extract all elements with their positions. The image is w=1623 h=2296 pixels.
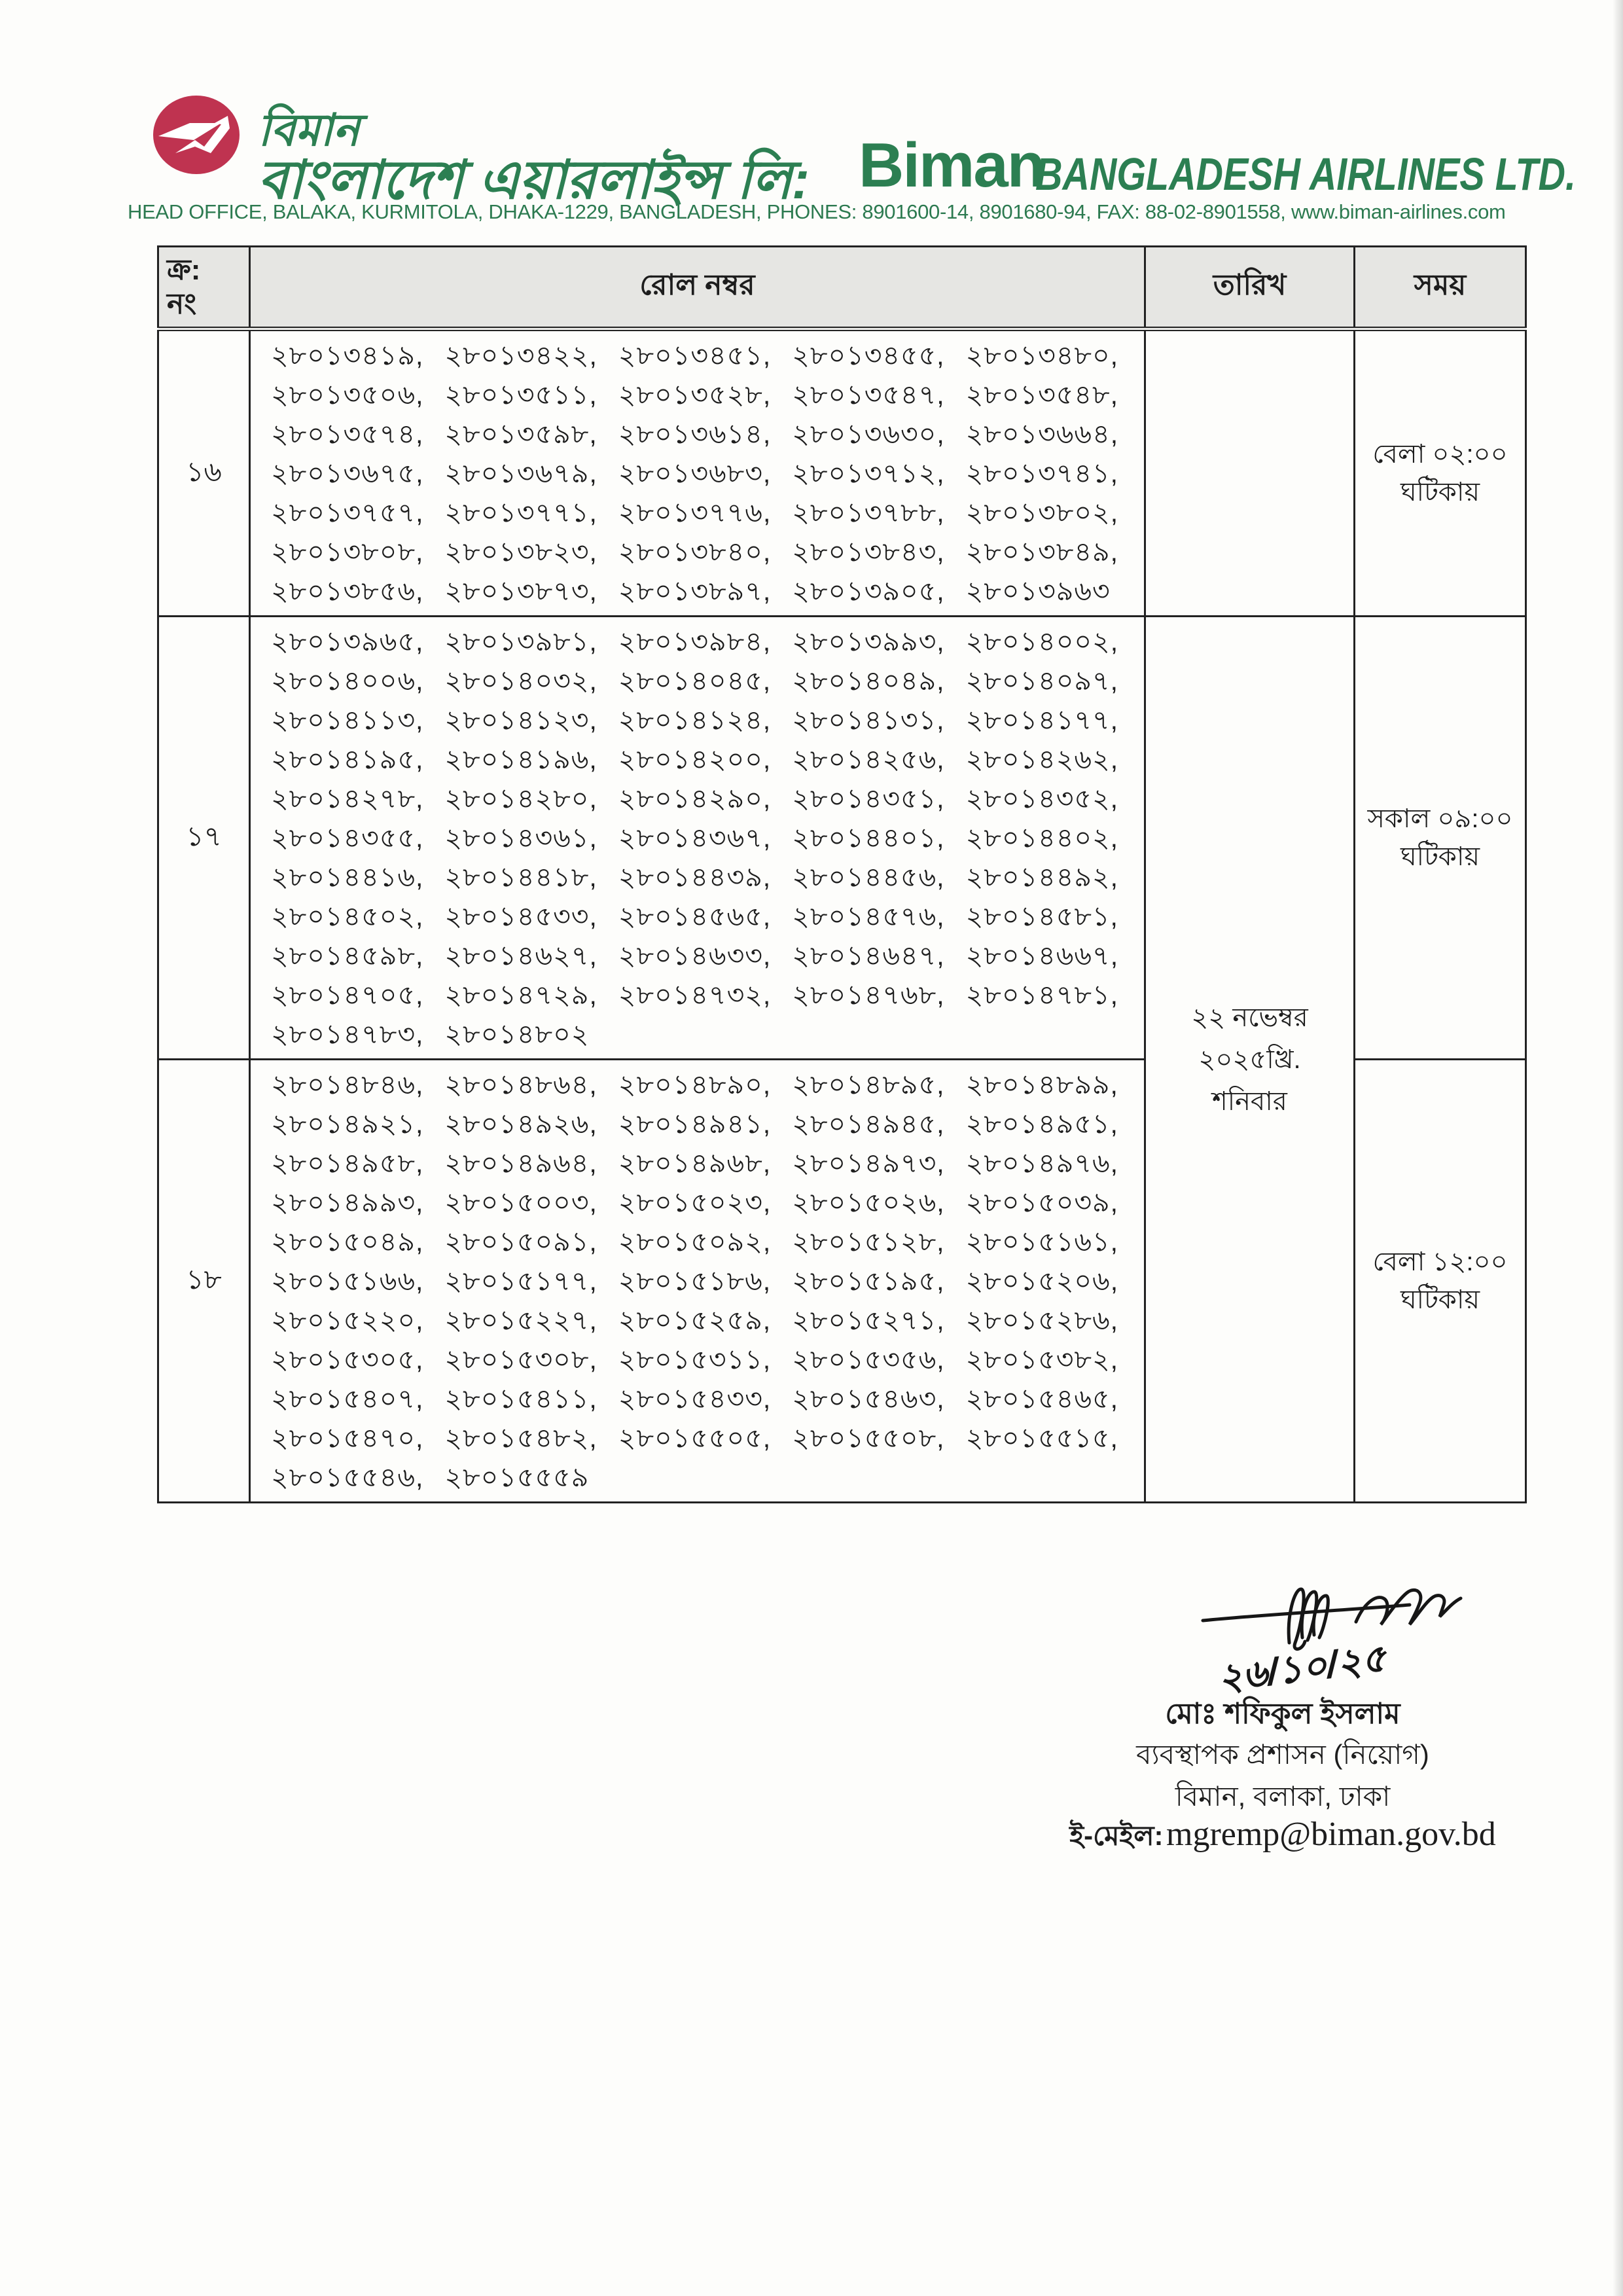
roll-number: ২৮০১৫১৮৬,	[618, 1266, 772, 1296]
roll-number: ২৮০১৪১৯৫,	[271, 744, 424, 774]
brand-english-rest: BANGLADESH AIRLINES LTD.	[1035, 149, 1576, 200]
roll-number: ২৮০১৪৫৭৬,	[792, 901, 945, 931]
brand-bengali-line1: বিমান	[258, 105, 360, 155]
roll-number: ২৮০১৫০৯২,	[618, 1227, 772, 1257]
roll-number: ২৮০১৪৬৬৭,	[965, 941, 1119, 971]
signatory-office: বিমান, বলাকা, ঢাকা	[1175, 1781, 1391, 1812]
roll-number: ২৮০১৫৫৫৯	[444, 1462, 590, 1492]
time-cell	[1355, 1060, 1526, 1503]
roll-number: ২৮০১৪০৩২,	[444, 666, 597, 696]
roll-number: ২৮০১৫৪০৭,	[271, 1384, 424, 1414]
roll-number: ২৮০১৩৭৪১,	[965, 458, 1119, 488]
roll-number: ২৮০১৩৪৮০,	[965, 340, 1119, 370]
serial-cell: ১৬	[158, 329, 250, 617]
time-line: বেলা ০২:০০	[1372, 440, 1508, 469]
roll-number: ২৮০১৪৩৫৫,	[271, 823, 424, 853]
roll-number: ২৮০১৪১৭৭,	[965, 705, 1119, 735]
head-office-address: HEAD OFFICE, BALAKA, KURMITOLA, DHAKA-1229, BANGLADESH, PHONES: 8901600-14, 8901680-94, FAX: 88-02-8901558, www.biman-airlines.com	[128, 200, 1506, 223]
email-label: ই-মেইল:	[1069, 1820, 1164, 1851]
rolls-cell	[250, 617, 1145, 1060]
roll-number: ২৮০১৩৫১১,	[444, 380, 597, 410]
roll-number: ২৮০১৪৮৯৯,	[965, 1069, 1118, 1100]
roll-number: ২৮০১৪৪৯২,	[965, 862, 1118, 892]
roll-number: ২৮০১৩৯৬৩	[965, 576, 1111, 606]
scan-edge-shadow	[1613, 0, 1623, 2296]
time-cell	[1355, 329, 1526, 617]
roll-number: ২৮০১৩৭১২,	[792, 458, 945, 488]
col-header-serial-line2: নং	[167, 287, 197, 320]
time-line: বেলা ১২:০০	[1372, 1247, 1508, 1276]
roll-number: ২৮০১৪৮৯০,	[618, 1069, 772, 1100]
roll-number: ২৮০১৪৪০২,	[965, 823, 1119, 853]
roll-number: ২৮০১৪৯৫১,	[965, 1109, 1118, 1139]
roll-number: ২৮০১৪৫৮১,	[965, 901, 1118, 931]
roll-number: ২৮০১৪৯৫৮,	[271, 1148, 424, 1178]
roll-number: ২৮০১৫৪৮২,	[444, 1423, 597, 1453]
date-line: ২২ নভেম্বর	[1191, 1003, 1308, 1032]
letterhead	[0, 0, 1623, 236]
col-header-date: তারিখ	[1145, 247, 1355, 329]
roll-number: ২৮০১৩৮৯৭,	[618, 576, 772, 606]
roll-number: ২৮০১৫২৫৯,	[618, 1305, 772, 1335]
brand-bengali-line2: বাংলাদেশ এয়ারলাইন্স লি:	[258, 151, 810, 210]
roll-number: ২৮০১৫১৬৬,	[271, 1266, 424, 1296]
time-line: ঘটিকায়	[1400, 1285, 1480, 1314]
roll-number: ২৮০১৩৮৪৯,	[965, 537, 1118, 567]
roll-number: ২৮০১৪২৯০,	[618, 783, 772, 814]
schedule-table-wrap	[157, 245, 1525, 1503]
roll-number: ২৮০১৩৮৪৩,	[792, 537, 945, 567]
roll-number: ২৮০১৫৪৬৫,	[965, 1384, 1118, 1414]
roll-number: ২৮০১৩৮৪০,	[618, 537, 772, 567]
roll-number: ২৮০১৪৫৯৮,	[271, 941, 424, 971]
serial-cell: ১৮	[158, 1060, 250, 1503]
roll-number: ২৮০১৪৮৯৫,	[792, 1069, 945, 1100]
col-header-serial-line1: ক্র:	[167, 253, 201, 286]
date-line: ২০২৫খ্রি.	[1198, 1045, 1301, 1074]
roll-number: ২৮০১৫১৬১,	[965, 1227, 1118, 1257]
roll-number: ২৮০১৫০৪৯,	[271, 1227, 424, 1257]
roll-number: ২৮০১৩৮৫৬,	[271, 576, 424, 606]
roll-number: ২৮০১৩৭৮৮,	[792, 497, 945, 528]
roll-number: ২৮০১৫৪৩৩,	[618, 1384, 772, 1414]
roll-number: ২৮০১৪০৪৫,	[618, 666, 772, 696]
roll-schedule-table	[157, 245, 1527, 1503]
col-header-serial	[158, 247, 250, 329]
roll-number: ২৮০১৪০০২,	[965, 626, 1119, 656]
roll-number: ২৮০১৪১২৪,	[618, 705, 772, 735]
roll-number: ২৮০১৫২০৬,	[965, 1266, 1119, 1296]
roll-number: ২৮০১৩৯০৫,	[792, 576, 945, 606]
roll-number: ২৮০১৩৮৭৩,	[444, 576, 597, 606]
table-header-row	[158, 247, 1526, 329]
roll-number: ২৮০১৩৮২৩,	[444, 537, 597, 567]
roll-number: ২৮০১৩৫৭৪,	[271, 419, 424, 449]
roll-number: ২৮০১৪০৯৭,	[965, 666, 1119, 696]
roll-number: ২৮০১৪৪১৮,	[444, 862, 597, 892]
roll-number: ২৮০১৪৯২৬,	[444, 1109, 597, 1139]
date-cell	[1145, 617, 1355, 1503]
date-cell	[1145, 329, 1355, 617]
roll-number: ২৮০১৪১১৩,	[271, 705, 424, 735]
roll-number: ২৮০১৩৭৭৬,	[618, 497, 772, 528]
roll-number: ২৮০১৪০৪৯,	[792, 666, 945, 696]
roll-number: ২৮০১৫২৭১,	[792, 1305, 945, 1335]
roll-number: ২৮০১৫১৭৭,	[444, 1266, 597, 1296]
roll-number: ২৮০১৩৬৮৩,	[618, 458, 772, 488]
roll-number: ২৮০১৫০০৩,	[444, 1187, 597, 1217]
date-line: শনিবার	[1212, 1086, 1287, 1116]
roll-number: ২৮০১৩৫৯৮,	[444, 419, 597, 449]
time-cell	[1355, 617, 1526, 1060]
roll-number: ২৮০১৪১৩১,	[792, 705, 945, 735]
roll-number: ২৮০১৪৭৩২,	[618, 980, 772, 1010]
roll-number: ২৮০১৪৮৪৬,	[271, 1069, 424, 1100]
roll-number: ২৮০১৫০২৬,	[792, 1187, 945, 1217]
roll-number: ২৮০১৪৮০২	[444, 1019, 590, 1049]
roll-number: ২৮০১৫২৮৬,	[965, 1305, 1119, 1335]
roll-number: ২৮০১৩৮০২,	[965, 497, 1119, 528]
roll-number: ২৮০১৪৬৪৭,	[792, 941, 945, 971]
roll-number: ২৮০১৩৫০৬,	[271, 380, 424, 410]
roll-number: ২৮০১৪৪৫৬,	[792, 862, 945, 892]
roll-number: ২৮০১৫৩০৮,	[444, 1344, 597, 1374]
roll-number: ২৮০১৩৫৪৭,	[792, 380, 945, 410]
roll-number: ২৮০১৩৯৬৫,	[271, 626, 424, 656]
serial-cell: ১৭	[158, 617, 250, 1060]
roll-number: ২৮০১৩৯৮১,	[444, 626, 597, 656]
rolls-cell	[250, 1060, 1145, 1503]
rolls-cell	[250, 329, 1145, 617]
roll-number: ২৮০১৪৯৬৮,	[618, 1148, 772, 1178]
roll-number: ২৮০১৪৫০২,	[271, 901, 424, 931]
roll-number: ২৮০১৪১৯৬,	[444, 744, 597, 774]
roll-number: ২৮০১৪৭২৯,	[444, 980, 597, 1010]
roll-number: ২৮০১৪৪০১,	[792, 823, 945, 853]
roll-number: ২৮০১৩৫২৮,	[618, 380, 772, 410]
roll-number: ২৮০১৪২০০,	[618, 744, 772, 774]
roll-number: ২৮০১৫৩১১,	[618, 1344, 772, 1374]
roll-number: ২৮০১৫৫০৫,	[618, 1423, 772, 1453]
roll-number: ২৮০১৩৯৮৪,	[618, 626, 772, 656]
roll-number: ২৮০১৪৬৩৩,	[618, 941, 772, 971]
roll-number: ২৮০১৩৯৯৩,	[792, 626, 945, 656]
handwritten-date: ২৬/১০/২৫	[1215, 1636, 1389, 1700]
roll-number: ২৮০১৪৬২৭,	[444, 941, 597, 971]
roll-number: ২৮০১৩৬৭৯,	[444, 458, 597, 488]
time-line: সকাল ০৯:০০	[1367, 804, 1513, 833]
roll-number: ২৮০১৫০৩৯,	[965, 1187, 1119, 1217]
brand-english-biman: Biman	[859, 130, 1044, 200]
roll-number: ২৮০১৩৭৫৭,	[271, 497, 424, 528]
roll-number: ২৮০১৪৫৩৩,	[444, 901, 597, 931]
roll-number: ২৮০১৫১২৮,	[792, 1227, 945, 1257]
roll-number: ২৮০১৪৭৬৮,	[792, 980, 945, 1010]
roll-number: ২৮০১৪৭৮১,	[965, 980, 1118, 1010]
roll-number: ২৮০১৫৫০৮,	[792, 1423, 945, 1453]
roll-number: ২৮০১৩৬১৪,	[618, 419, 772, 449]
roll-number: ২৮০১৪২৬২,	[965, 744, 1119, 774]
email-address: mgremp@biman.gov.bd	[1166, 1816, 1496, 1853]
roll-number: ২৮০১৪০০৬,	[271, 666, 424, 696]
roll-number: ২৮০১৫৪৬৩,	[792, 1384, 945, 1414]
roll-number: ২৮০১৩৪২২,	[444, 340, 597, 370]
roll-number: ২৮০১৪৩৫২,	[965, 783, 1119, 814]
table-row	[158, 329, 1526, 617]
roll-number: ২৮০১৩৭৭১,	[444, 497, 597, 528]
roll-number: ২৮০১৪৮৬৪,	[444, 1069, 597, 1100]
roll-number: ২৮০১৪২৭৮,	[271, 783, 424, 814]
roll-number: ২৮০১৪৩৬১,	[444, 823, 597, 853]
roll-number: ২৮০১৪৭০৫,	[271, 980, 424, 1010]
time-line: ঘটিকায়	[1400, 842, 1480, 871]
roll-number: ২৮০১৩৫৪৮,	[965, 380, 1118, 410]
roll-number: ২৮০১৩৬৬৪,	[965, 419, 1119, 449]
roll-number: ২৮০১৪৯৯৩,	[271, 1187, 424, 1217]
roll-number: ২৮০১৩৪৫১,	[618, 340, 772, 370]
roll-number: ২৮০১৪৫৬৫,	[618, 901, 772, 931]
time-line: ঘটিকায়	[1400, 478, 1480, 507]
biman-balaka-logo-icon	[153, 96, 240, 174]
roll-number: ২৮০১৫৫১৫,	[965, 1423, 1118, 1453]
table-row	[158, 617, 1526, 1060]
roll-number: ২৮০১৪৩৬৭,	[618, 823, 772, 853]
roll-number: ২৮০১৪৯২১,	[271, 1109, 424, 1139]
roll-number: ২৮০১৫৫৪৬,	[271, 1462, 424, 1492]
roll-number: ২৮০১৩৮০৮,	[271, 537, 424, 567]
signatory-email-line	[1001, 1814, 1564, 1861]
roll-number: ২৮০১৫০৯১,	[444, 1227, 597, 1257]
roll-number: ২৮০১৫৩৫৬,	[792, 1344, 945, 1374]
roll-number: ২৮০১৪২৫৬,	[792, 744, 945, 774]
roll-number: ২৮০১৫৩০৫,	[271, 1344, 424, 1374]
roll-number: ২৮০১৫৪৭০,	[271, 1423, 424, 1453]
roll-number: ২৮০১৪৯৬৪,	[444, 1148, 597, 1178]
roll-number: ২৮০১৩৬৩০,	[792, 419, 945, 449]
roll-number: ২৮০১৪৯৭৩,	[792, 1148, 945, 1178]
roll-number: ২৮০১৪১২৩,	[444, 705, 597, 735]
roll-number: ২৮০১৫৩৮২,	[965, 1344, 1119, 1374]
roll-number: ২৮০১৪৯৪৫,	[792, 1109, 945, 1139]
roll-number: ২৮০১৫১৯৫,	[792, 1266, 945, 1296]
roll-number: ২৮০১৩৬৭৫,	[271, 458, 424, 488]
roll-number: ২৮০১৪৩৫১,	[792, 783, 945, 814]
col-header-time: সময়	[1355, 247, 1526, 329]
schedule-tbody	[158, 329, 1526, 1503]
signatory-designation: ব্যবস্থাপক প্রশাসন (নিয়োগ)	[1136, 1739, 1429, 1770]
signatory-name: মোঃ শফিকুল ইসলাম	[1165, 1698, 1400, 1730]
roll-number: ২৮০১৪৪১৬,	[271, 862, 424, 892]
roll-number: ২৮০১৩৪১৯,	[271, 340, 424, 370]
roll-number: ২৮০১৪৯৪১,	[618, 1109, 772, 1139]
roll-number: ২৮০১৪৯৭৬,	[965, 1148, 1119, 1178]
roll-number: ২৮০১৫২২০,	[271, 1305, 424, 1335]
roll-number: ২৮০১৪৭৮৩,	[271, 1019, 424, 1049]
roll-number: ২৮০১৪২৮০,	[444, 783, 597, 814]
roll-number: ২৮০১৫৪১১,	[444, 1384, 597, 1414]
roll-number: ২৮০১৫০২৩,	[618, 1187, 772, 1217]
col-header-roll: রোল নম্বর	[250, 247, 1145, 329]
roll-number: ২৮০১৩৪৫৫,	[792, 340, 945, 370]
roll-number: ২৮০১৪৪৩৯,	[618, 862, 772, 892]
roll-number: ২৮০১৫২২৭,	[444, 1305, 597, 1335]
